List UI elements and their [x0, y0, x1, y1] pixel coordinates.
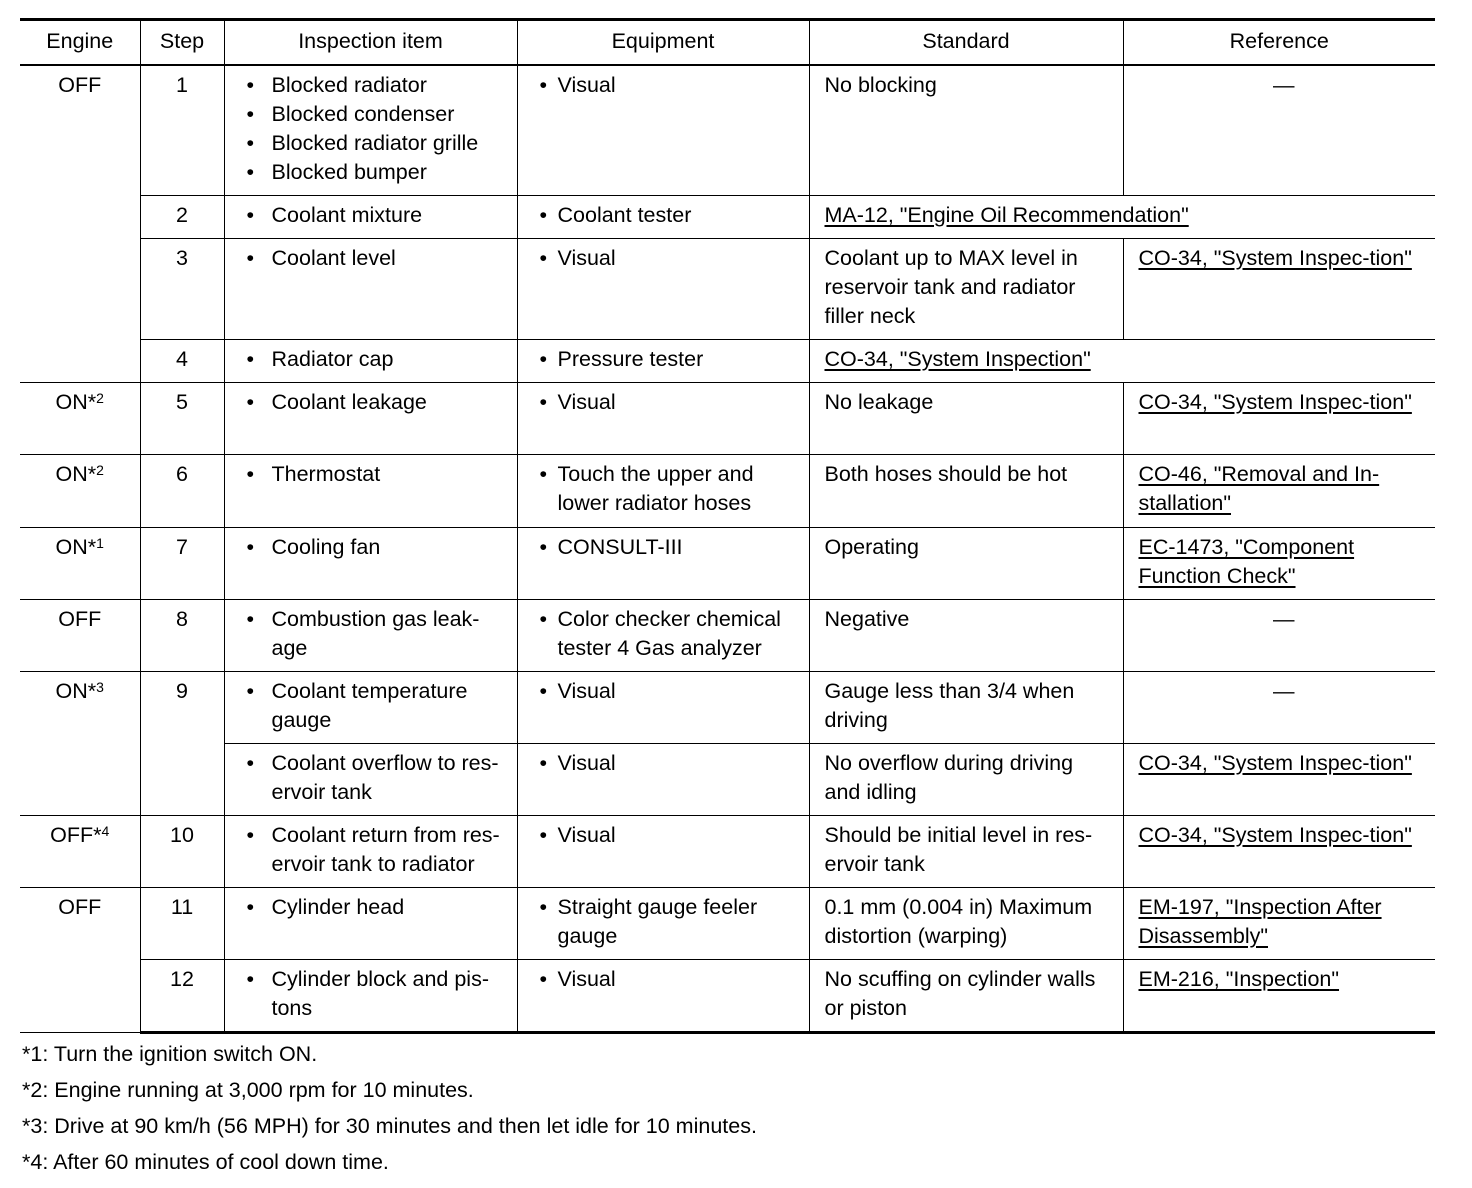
bullet-icon: •	[539, 535, 548, 559]
reference-cell	[809, 340, 1435, 383]
standard-cell: Both hoses should be hot	[809, 455, 1123, 528]
inspection-item-cell: • Combustion gas leak-age	[224, 600, 517, 672]
footnote: *3: Drive at 90 km/h (56 MPH) for 30 minutes and then let idle for 10 minutes.	[22, 1114, 757, 1138]
table-row	[20, 239, 1435, 340]
table-row	[20, 960, 1435, 1033]
engine-cell: ON*$^3$	[20, 672, 140, 816]
reference-cell: —	[1123, 672, 1435, 744]
list-item: • Blocked radiator	[233, 71, 511, 100]
table-row	[20, 65, 1435, 196]
standard-cell: Operating	[809, 528, 1123, 600]
inspection-item-cell: • Coolant level	[224, 239, 517, 340]
bullet-icon: •	[246, 751, 255, 775]
step-cell: 9	[140, 672, 224, 816]
inspection-item-cell: • Coolant overflow to res-ervoir tank	[224, 744, 517, 816]
inspection-item-cell: • Cylinder head	[224, 888, 517, 960]
standard-cell: Should be initial level in res-ervoir tank	[809, 816, 1123, 888]
inspection-item-cell: • Coolant return from res-ervoir tank to radiator	[224, 816, 517, 888]
step-cell: 4	[140, 340, 224, 383]
reference-link[interactable]: CO-46, "Removal and In-stallation"	[1138, 462, 1380, 515]
standard-cell: No overflow during driving and idling	[809, 744, 1123, 816]
header-standard: Standard	[809, 20, 1123, 66]
reference-cell	[1123, 528, 1435, 600]
step-cell: 8	[140, 600, 224, 672]
inspection-item-cell: • Thermostat	[224, 455, 517, 528]
reference-cell	[1123, 816, 1435, 888]
table-row	[20, 528, 1435, 600]
reference-cell: —	[1123, 65, 1435, 196]
bullet-icon: •	[246, 535, 255, 559]
bullet-icon: •	[246, 73, 255, 97]
standard-cell: No scuffing on cylinder walls or piston	[809, 960, 1123, 1033]
table-row	[20, 383, 1435, 455]
table-row	[20, 744, 1435, 816]
engine-cell: ON*$^2$	[20, 383, 140, 455]
bullet-icon: •	[539, 347, 548, 371]
inspection-item-cell: • Coolant mixture	[224, 196, 517, 239]
equipment-cell: • Visual	[517, 65, 809, 196]
header-row	[20, 20, 1435, 66]
bullet-icon: •	[539, 73, 548, 97]
footnote: *1: Turn the ignition switch ON.	[22, 1042, 318, 1066]
standard-cell: 0.1 mm (0.004 in) Maximum distortion (warping)	[809, 888, 1123, 960]
inspection-item-cell: • Cylinder block and pis-tons	[224, 960, 517, 1033]
table-row	[20, 600, 1435, 672]
bullet-icon: •	[539, 607, 548, 631]
bullet-icon: •	[539, 679, 548, 703]
step-cell: 6	[140, 455, 224, 528]
bullet-icon: •	[246, 347, 255, 371]
equipment-cell: • Coolant tester	[517, 196, 809, 239]
reference-cell	[1123, 455, 1435, 528]
table-row	[20, 455, 1435, 528]
bullet-icon: •	[539, 246, 548, 270]
reference-link[interactable]: EC-1473, "Component Function Check"	[1138, 535, 1355, 588]
standard-cell: Coolant up to MAX level in reservoir tank and radiator filler neck	[809, 239, 1123, 340]
bullet-icon: •	[539, 203, 548, 227]
bullet-icon: •	[246, 823, 255, 847]
bullet-icon: •	[246, 967, 255, 991]
reference-cell	[1123, 960, 1435, 1033]
equipment-cell: • Visual	[517, 239, 809, 340]
bullet-icon: •	[246, 131, 255, 155]
bullet-icon: •	[539, 967, 548, 991]
reference-link[interactable]: CO-34, "System Inspection"	[824, 347, 1091, 371]
equipment-cell: • CONSULT-III	[517, 528, 809, 600]
step-cell: 1	[140, 65, 224, 196]
header-reference: Reference	[1123, 20, 1435, 66]
equipment-cell: • Touch the upper and lower radiator hoses	[517, 455, 809, 528]
reference-cell	[1123, 888, 1435, 960]
step-cell: 12	[140, 960, 224, 1033]
reference-link[interactable]: CO-34, "System Inspec-tion"	[1138, 823, 1412, 847]
list-item: • Blocked bumper	[233, 158, 511, 187]
equipment-cell: • Pressure tester	[517, 340, 809, 383]
inspection-item-cell: • Coolant leakage	[224, 383, 517, 455]
standard-cell: No leakage	[809, 383, 1123, 455]
header-engine: Engine	[20, 20, 140, 66]
bullet-icon: •	[246, 462, 255, 486]
table-row	[20, 196, 1435, 239]
table-row	[20, 672, 1435, 744]
equipment-cell: • Visual	[517, 383, 809, 455]
list-item: • Blocked radiator grille	[233, 129, 511, 158]
equipment-cell: • Visual	[517, 744, 809, 816]
engine-cell: OFF	[20, 65, 140, 383]
engine-cell: ON*$^1$	[20, 528, 140, 600]
bullet-icon: •	[246, 246, 255, 270]
standard-cell: No blocking	[809, 65, 1123, 196]
header-step: Step	[140, 20, 224, 66]
footnotes	[22, 1036, 757, 1180]
reference-cell	[1123, 744, 1435, 816]
standard-cell: Gauge less than 3/4 when driving	[809, 672, 1123, 744]
equipment-cell: • Straight gauge feeler gauge	[517, 888, 809, 960]
reference-link[interactable]: MA-12, "Engine Oil Recommendation"	[824, 203, 1189, 227]
footnote: *2: Engine running at 3,000 rpm for 10 minutes.	[22, 1078, 474, 1102]
equipment-cell: • Visual	[517, 960, 809, 1033]
step-cell: 2	[140, 196, 224, 239]
engine-cell: OFF	[20, 888, 140, 1033]
standard-cell: Negative	[809, 600, 1123, 672]
reference-link[interactable]: CO-34, "System Inspec-tion"	[1138, 246, 1412, 270]
reference-cell	[1123, 239, 1435, 340]
step-cell: 11	[140, 888, 224, 960]
header-equipment: Equipment	[517, 20, 809, 66]
reference-cell: —	[1123, 600, 1435, 672]
bullet-icon: •	[539, 462, 548, 486]
footnote: *4: After 60 minutes of cool down time.	[22, 1150, 389, 1174]
reference-link[interactable]: CO-34, "System Inspec-tion"	[1138, 390, 1412, 414]
step-cell: 5	[140, 383, 224, 455]
equipment-cell: • Color checker chemical tester 4 Gas analyzer	[517, 600, 809, 672]
equipment-cell: • Visual	[517, 672, 809, 744]
inspection-item-cell: • Radiator cap	[224, 340, 517, 383]
step-cell: 10	[140, 816, 224, 888]
table-row	[20, 816, 1435, 888]
reference-cell	[1123, 383, 1435, 455]
bullet-icon: •	[539, 751, 548, 775]
table-row	[20, 340, 1435, 383]
inspection-item-cell: • Coolant temperature gauge	[224, 672, 517, 744]
bullet-icon: •	[539, 895, 548, 919]
reference-link[interactable]: EM-197, "Inspection After Disassembly"	[1138, 895, 1382, 948]
step-cell: 3	[140, 239, 224, 340]
engine-cell: ON*$^2$	[20, 455, 140, 528]
inspection-table	[20, 18, 1435, 1034]
bullet-icon: •	[246, 679, 255, 703]
bullet-icon: •	[246, 102, 255, 126]
reference-link[interactable]: EM-216, "Inspection"	[1138, 967, 1340, 991]
equipment-cell: • Visual	[517, 816, 809, 888]
engine-cell: OFF	[20, 600, 140, 672]
reference-cell	[809, 196, 1435, 239]
list-item: • Blocked condenser	[233, 100, 511, 129]
bullet-icon: •	[246, 895, 255, 919]
bullet-icon: •	[539, 823, 548, 847]
table-row	[20, 888, 1435, 960]
header-inspection-item: Inspection item	[224, 20, 517, 66]
bullet-icon: •	[246, 390, 255, 414]
engine-cell: OFF*$^4$	[20, 816, 140, 888]
inspection-item-cell: • Cooling fan	[224, 528, 517, 600]
bullet-icon: •	[246, 203, 255, 227]
inspection-item-cell	[224, 65, 517, 196]
reference-link[interactable]: CO-34, "System Inspec-tion"	[1138, 751, 1412, 775]
step-cell: 7	[140, 528, 224, 600]
bullet-icon: •	[246, 607, 255, 631]
bullet-icon: •	[539, 390, 548, 414]
bullet-icon: •	[246, 160, 255, 184]
